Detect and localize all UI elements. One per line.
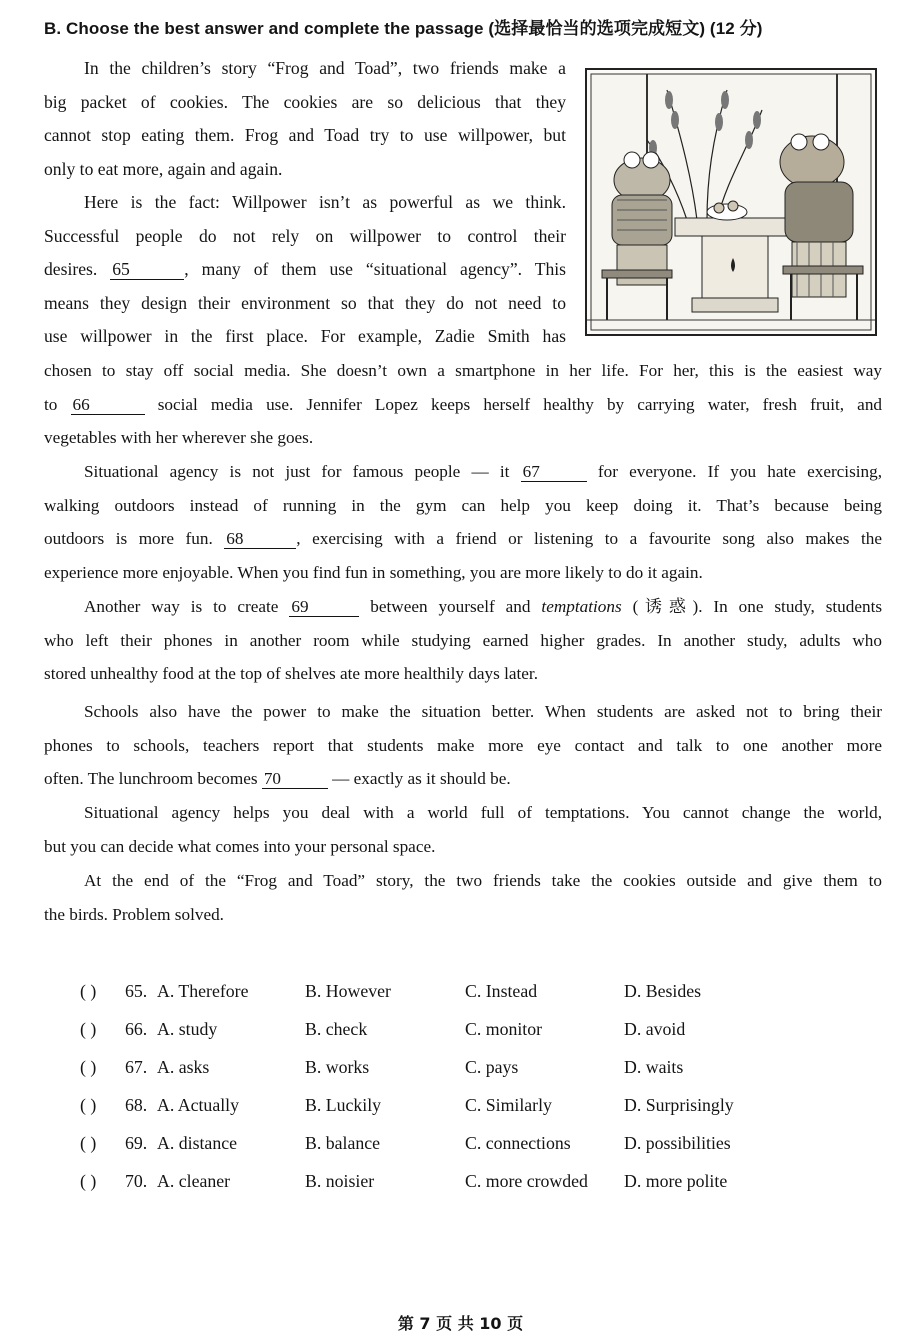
text-line [44,762,882,796]
paragraph-2-continued [44,354,882,455]
paragraph-5 [44,695,882,796]
paragraph-6 [44,796,882,863]
text-line: the birds. Problem solved. [44,904,224,924]
answer-bracket[interactable]: ( ) [80,1057,97,1077]
question-number: 70. [125,1171,148,1191]
option-c: C. monitor [465,1019,543,1039]
answer-bracket[interactable]: ( ) [80,1095,97,1115]
text-segment: , many of them use “situational agency”. This [184,259,566,280]
option-d: D. avoid [624,1019,686,1039]
blank-65: 65 [110,260,184,280]
blank-68: 68 [224,529,296,549]
paragraph-1 [44,52,566,186]
question-number: 66. [125,1019,148,1039]
text-line: chosen to stay off social media. She doesn’t own a smartphone in her life. For her, this is the easiest way [44,361,882,380]
option-a: A. Therefore [157,981,249,1001]
option-c: C. Similarly [465,1095,552,1115]
paragraph-3 [44,455,882,589]
paragraph-4 [44,590,882,691]
text-line: who left their phones in another room while studying earned higher grades. In another study, adults who [44,630,882,650]
option-c: C. connections [465,1133,571,1153]
text-line [44,590,882,624]
text-line: Successful people do not rely on willpower to control their [44,225,566,246]
blank-69: 69 [289,597,359,617]
paragraph-2 [44,186,566,354]
option-a: A. cleaner [157,1171,231,1191]
option-b: B. balance [305,1133,381,1153]
text-line [44,522,882,556]
text-line: phones to schools, teachers report that students make more eye contact and talk to one another more [44,735,882,755]
text-line: experience more enjoyable. When you find fun in something, you are more likely to do it again. [44,562,703,582]
text-line: cannot stop eating them. Frog and Toad try to use willpower, but [44,125,566,146]
text-line: In the children’s story “Frog and Toad”, two friends make a [84,58,566,78]
option-d: D. Besides [624,981,702,1001]
text-segment: desires. [44,259,98,280]
option-c: C. pays [465,1057,519,1077]
option-c: C. more crowded [465,1171,588,1191]
text-segment: , exercising with a friend or listening to a favourite song also makes the [296,529,883,549]
question-number: 65. [125,981,148,1001]
option-a: A. Actually [157,1095,239,1115]
text-line: only to eat more, again and again. [44,158,283,179]
question-number: 69. [125,1133,148,1153]
paragraph-7 [44,864,882,931]
option-d: D. waits [624,1057,684,1077]
option-b: B. Luckily [305,1095,382,1115]
text-line: Situational agency helps you deal with a world full of temptations. You cannot change the world, [84,803,882,822]
page-footer: 第 7 页 共 10 页 [397,1314,524,1333]
question-number: 67. [125,1057,148,1077]
option-b: B. However [305,981,391,1001]
text-line: At the end of the “Frog and Toad” story, the two friends take the cookies outside and give them to [84,871,882,890]
answer-bracket[interactable]: ( ) [80,1133,97,1153]
answer-bracket[interactable]: ( ) [80,1171,97,1191]
text-line [44,455,882,489]
text-segment: for everyone. If you hate exercising, [597,462,883,481]
text-line: Schools also have the power to make the situation better. When students are asked not to bring their [84,702,882,721]
text-line [44,253,566,287]
illustration-drawing [587,70,875,334]
text-line [44,388,882,422]
option-b: B. check [305,1019,368,1039]
option-a: A. distance [157,1133,237,1153]
option-a: A. study [157,1019,218,1039]
option-d: D. Surprisingly [624,1095,734,1115]
text-segment: Situational agency is not just for famous people — it [84,462,510,481]
text-line: use willpower in the first place. For example, Zadie Smith has [44,326,566,347]
text-segment: — exactly as it should be. [332,769,511,789]
text-line: big packet of cookies. The cookies are so delicious that they [44,91,566,112]
option-b: B. noisier [305,1171,375,1191]
text-segment: outdoors is more fun. [44,529,213,549]
answer-bracket[interactable]: ( ) [80,981,97,1001]
text-line: but you can decide what comes into your personal space. [44,836,436,856]
blank-67: 67 [521,462,587,482]
text-segment: Another way is to create [84,597,279,616]
option-c: C. Instead [465,981,538,1001]
blank-66: 66 [71,395,145,415]
text-segment: often. The lunchroom becomes [44,769,258,789]
text-segment: (诱惑). In one study, students [632,597,883,616]
text-line: vegetables with her wherever she goes. [44,428,314,448]
text-line: means they design their environment so that they do not need to [44,292,566,313]
option-d: D. more polite [624,1171,728,1191]
frog-and-toad-illustration [585,68,877,336]
blank-70: 70 [262,769,328,789]
section-heading: B. Choose the best answer and complete the passage (选择最恰当的选项完成短文) (12 分) [44,19,763,38]
text-segment: between yourself and [370,597,531,616]
text-line: Here is the fact: Willpower isn’t as powerful as we think. [84,192,566,212]
text-segment-italic: temptations [541,597,622,616]
text-segment: social media use. Jennifer Lopez keeps herself healthy by carrying water, fresh fruit, and [157,394,883,414]
question-number: 68. [125,1095,148,1115]
answer-bracket[interactable]: ( ) [80,1019,97,1039]
text-segment: to [44,394,58,414]
text-line: walking outdoors instead of running in the gym can help you keep doing it. That’s because being [44,495,882,515]
option-d: D. possibilities [624,1133,731,1153]
option-b: B. works [305,1057,370,1077]
option-a: A. asks [157,1057,210,1077]
text-line: stored unhealthy food at the top of shelves ate more healthily days later. [44,664,538,684]
